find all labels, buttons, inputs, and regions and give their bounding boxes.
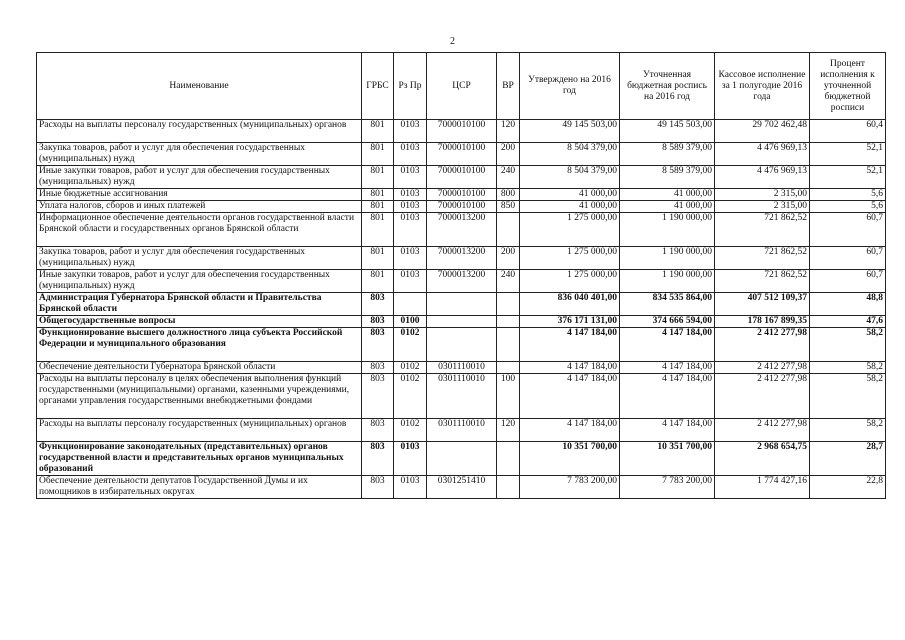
cell-grbs: 801: [362, 189, 394, 201]
cell-rzpr: 0102: [394, 328, 427, 362]
cell-percent: 5,6: [810, 189, 886, 201]
cell-refined: 1 190 000,00: [620, 270, 715, 293]
cell-approved: 836 040 401,00: [520, 293, 620, 316]
table-row: [37, 476, 886, 499]
cell-approved: 1 275 000,00: [520, 247, 620, 270]
cell-cash: 2 315,00: [715, 189, 810, 201]
table-row: [37, 189, 886, 201]
cell-rzpr: 0102: [394, 374, 427, 419]
cell-vr: 200: [497, 247, 520, 270]
cell-cash: 2 412 277,98: [715, 328, 810, 362]
cell-approved: 1 275 000,00: [520, 270, 620, 293]
cell-approved: 4 147 184,00: [520, 328, 620, 362]
cell-refined: 1 190 000,00: [620, 213, 715, 247]
cell-percent: 60,7: [810, 213, 886, 247]
cell-refined: 49 145 503,00: [620, 120, 715, 143]
table-row: [37, 213, 886, 247]
cell-vr: [497, 316, 520, 328]
cell-csr: 7000010100: [427, 166, 497, 189]
table-row: [37, 374, 886, 419]
table-row: [37, 293, 886, 316]
cell-grbs: 803: [362, 328, 394, 362]
cell-name: Закупка товаров, работ и услуг для обеспечения государственных (муниципальных) нужд: [37, 143, 362, 166]
cell-grbs: 801: [362, 201, 394, 213]
cell-refined: 10 351 700,00: [620, 442, 715, 476]
header-cash: Кассовое исполнение за 1 полугодие 2016 года: [715, 53, 810, 120]
table-row: [37, 442, 886, 476]
cell-rzpr: 0103: [394, 166, 427, 189]
cell-vr: 100: [497, 374, 520, 419]
header-percent: Процент исполнения к уточненной бюджетной росписи: [810, 53, 886, 120]
header-refined: Уточненная бюджетная роспись на 2016 год: [620, 53, 715, 120]
table-row: [37, 270, 886, 293]
cell-vr: [497, 293, 520, 316]
cell-cash: 721 862,52: [715, 247, 810, 270]
cell-cash: 4 476 969,13: [715, 143, 810, 166]
cell-approved: 376 171 131,00: [520, 316, 620, 328]
cell-refined: 41 000,00: [620, 189, 715, 201]
cell-approved: 1 275 000,00: [520, 213, 620, 247]
cell-percent: 58,2: [810, 362, 886, 374]
cell-csr: 0301110010: [427, 419, 497, 442]
cell-grbs: 803: [362, 442, 394, 476]
cell-percent: 60,4: [810, 120, 886, 143]
cell-refined: 4 147 184,00: [620, 362, 715, 374]
cell-rzpr: 0103: [394, 213, 427, 247]
cell-rzpr: 0102: [394, 419, 427, 442]
cell-vr: 850: [497, 201, 520, 213]
cell-name: Функционирование законодательных (представительных) органов государственной власти и представительных органов муниципальных образований: [37, 442, 362, 476]
cell-rzpr: [394, 293, 427, 316]
cell-percent: 60,7: [810, 270, 886, 293]
cell-refined: 4 147 184,00: [620, 374, 715, 419]
cell-cash: 1 774 427,16: [715, 476, 810, 499]
cell-csr: [427, 316, 497, 328]
cell-percent: 58,2: [810, 328, 886, 362]
cell-percent: 47,6: [810, 316, 886, 328]
cell-csr: 7000013200: [427, 270, 497, 293]
table-header-row: [37, 53, 886, 120]
cell-refined: 7 783 200,00: [620, 476, 715, 499]
cell-csr: 7000010100: [427, 189, 497, 201]
cell-name: Общегосударственные вопросы: [37, 316, 362, 328]
cell-csr: [427, 328, 497, 362]
cell-grbs: 801: [362, 120, 394, 143]
table-row: [37, 328, 886, 362]
cell-grbs: 801: [362, 247, 394, 270]
cell-name: Иные бюджетные ассигнования: [37, 189, 362, 201]
cell-vr: 800: [497, 189, 520, 201]
cell-vr: [497, 213, 520, 247]
cell-approved: 4 147 184,00: [520, 362, 620, 374]
cell-name: Закупка товаров, работ и услуг для обеспечения государственных (муниципальных) нужд: [37, 247, 362, 270]
cell-vr: 200: [497, 143, 520, 166]
cell-vr: [497, 476, 520, 499]
table-row: [37, 419, 886, 442]
cell-percent: 5,6: [810, 201, 886, 213]
cell-name: Расходы на выплаты персоналу государственных (муниципальных) органов: [37, 419, 362, 442]
cell-rzpr: 0102: [394, 362, 427, 374]
table-row: [37, 143, 886, 166]
cell-refined: 8 589 379,00: [620, 166, 715, 189]
header-approved: Утверждено на 2016 год: [520, 53, 620, 120]
cell-percent: 48,8: [810, 293, 886, 316]
cell-rzpr: 0103: [394, 143, 427, 166]
cell-rzpr: 0100: [394, 316, 427, 328]
cell-grbs: 801: [362, 270, 394, 293]
cell-csr: 0301110010: [427, 374, 497, 419]
cell-grbs: 803: [362, 374, 394, 419]
cell-refined: 4 147 184,00: [620, 328, 715, 362]
table-row: [37, 362, 886, 374]
cell-name: Функционирование высшего должностного лица субъекта Российской Федерации и муниципального образования: [37, 328, 362, 362]
cell-csr: 7000010100: [427, 143, 497, 166]
cell-name: Расходы на выплаты персоналу государственных (муниципальных) органов: [37, 120, 362, 143]
header-csr: ЦСР: [427, 53, 497, 120]
cell-rzpr: 0103: [394, 189, 427, 201]
cell-percent: 52,1: [810, 143, 886, 166]
cell-csr: 7000013200: [427, 213, 497, 247]
cell-rzpr: 0103: [394, 201, 427, 213]
cell-name: Иные закупки товаров, работ и услуг для обеспечения государственных (муниципальных) нужд: [37, 270, 362, 293]
cell-rzpr: 0103: [394, 247, 427, 270]
cell-grbs: 803: [362, 293, 394, 316]
cell-percent: 28,7: [810, 442, 886, 476]
table-row: [37, 120, 886, 143]
cell-csr: [427, 442, 497, 476]
cell-rzpr: 0103: [394, 120, 427, 143]
cell-vr: 120: [497, 419, 520, 442]
cell-grbs: 801: [362, 143, 394, 166]
header-grbs: ГРБС: [362, 53, 394, 120]
cell-csr: 7000010100: [427, 120, 497, 143]
cell-rzpr: 0103: [394, 442, 427, 476]
cell-rzpr: 0103: [394, 476, 427, 499]
cell-cash: 2 315,00: [715, 201, 810, 213]
cell-name: Иные закупки товаров, работ и услуг для обеспечения государственных (муниципальных) нужд: [37, 166, 362, 189]
cell-refined: 4 147 184,00: [620, 419, 715, 442]
cell-approved: 8 504 379,00: [520, 166, 620, 189]
cell-cash: 721 862,52: [715, 270, 810, 293]
page-number: 2: [450, 36, 455, 47]
header-vr: ВР: [497, 53, 520, 120]
cell-approved: 4 147 184,00: [520, 419, 620, 442]
cell-percent: 22,8: [810, 476, 886, 499]
cell-vr: [497, 362, 520, 374]
cell-cash: 407 512 109,37: [715, 293, 810, 316]
header-rzpr: Рз Пр: [394, 53, 427, 120]
cell-percent: 58,2: [810, 419, 886, 442]
cell-csr: 7000013200: [427, 247, 497, 270]
cell-refined: 834 535 864,00: [620, 293, 715, 316]
cell-approved: 49 145 503,00: [520, 120, 620, 143]
cell-name: Обеспечение деятельности Губернатора Брянской области: [37, 362, 362, 374]
cell-percent: 60,7: [810, 247, 886, 270]
cell-grbs: 803: [362, 419, 394, 442]
cell-grbs: 801: [362, 166, 394, 189]
cell-vr: [497, 328, 520, 362]
cell-cash: 29 702 462,48: [715, 120, 810, 143]
cell-cash: 721 862,52: [715, 213, 810, 247]
cell-csr: 7000010100: [427, 201, 497, 213]
cell-cash: 2 968 654,75: [715, 442, 810, 476]
table-row: [37, 316, 886, 328]
cell-approved: 7 783 200,00: [520, 476, 620, 499]
cell-name: Уплата налогов, сборов и иных платежей: [37, 201, 362, 213]
cell-approved: 10 351 700,00: [520, 442, 620, 476]
cell-name: Информационное обеспечение деятельности органов государственной власти Брянской области и государственных органов Брянской области: [37, 213, 362, 247]
cell-refined: 374 666 594,00: [620, 316, 715, 328]
cell-grbs: 801: [362, 213, 394, 247]
table-row: [37, 247, 886, 270]
cell-refined: 41 000,00: [620, 201, 715, 213]
cell-cash: 2 412 277,98: [715, 362, 810, 374]
cell-name: Расходы на выплаты персоналу в целях обеспечения выполнения функций государственными (муниципальными) органами, казенными учреждениями, органами управления государственными внебюджетными фондами: [37, 374, 362, 419]
cell-rzpr: 0103: [394, 270, 427, 293]
cell-vr: 240: [497, 166, 520, 189]
cell-grbs: 803: [362, 316, 394, 328]
cell-approved: 41 000,00: [520, 201, 620, 213]
cell-percent: 58,2: [810, 374, 886, 419]
cell-percent: 52,1: [810, 166, 886, 189]
cell-approved: 41 000,00: [520, 189, 620, 201]
cell-name: Администрация Губернатора Брянской области и Правительства Брянской области: [37, 293, 362, 316]
cell-grbs: 803: [362, 362, 394, 374]
cell-refined: 8 589 379,00: [620, 143, 715, 166]
cell-cash: 2 412 277,98: [715, 419, 810, 442]
cell-cash: 178 167 899,35: [715, 316, 810, 328]
cell-csr: 0301110010: [427, 362, 497, 374]
cell-csr: 0301251410: [427, 476, 497, 499]
cell-cash: 4 476 969,13: [715, 166, 810, 189]
cell-csr: [427, 293, 497, 316]
cell-name: Обеспечение деятельности депутатов Государственной Думы и их помощников в избирательных округах: [37, 476, 362, 499]
cell-vr: [497, 442, 520, 476]
cell-vr: 240: [497, 270, 520, 293]
cell-approved: 4 147 184,00: [520, 374, 620, 419]
table-row: [37, 166, 886, 189]
cell-refined: 1 190 000,00: [620, 247, 715, 270]
budget-table: [36, 52, 886, 499]
cell-cash: 2 412 277,98: [715, 374, 810, 419]
table-row: [37, 201, 886, 213]
cell-vr: 120: [497, 120, 520, 143]
header-name: Наименование: [37, 53, 362, 120]
cell-grbs: 803: [362, 476, 394, 499]
cell-approved: 8 504 379,00: [520, 143, 620, 166]
